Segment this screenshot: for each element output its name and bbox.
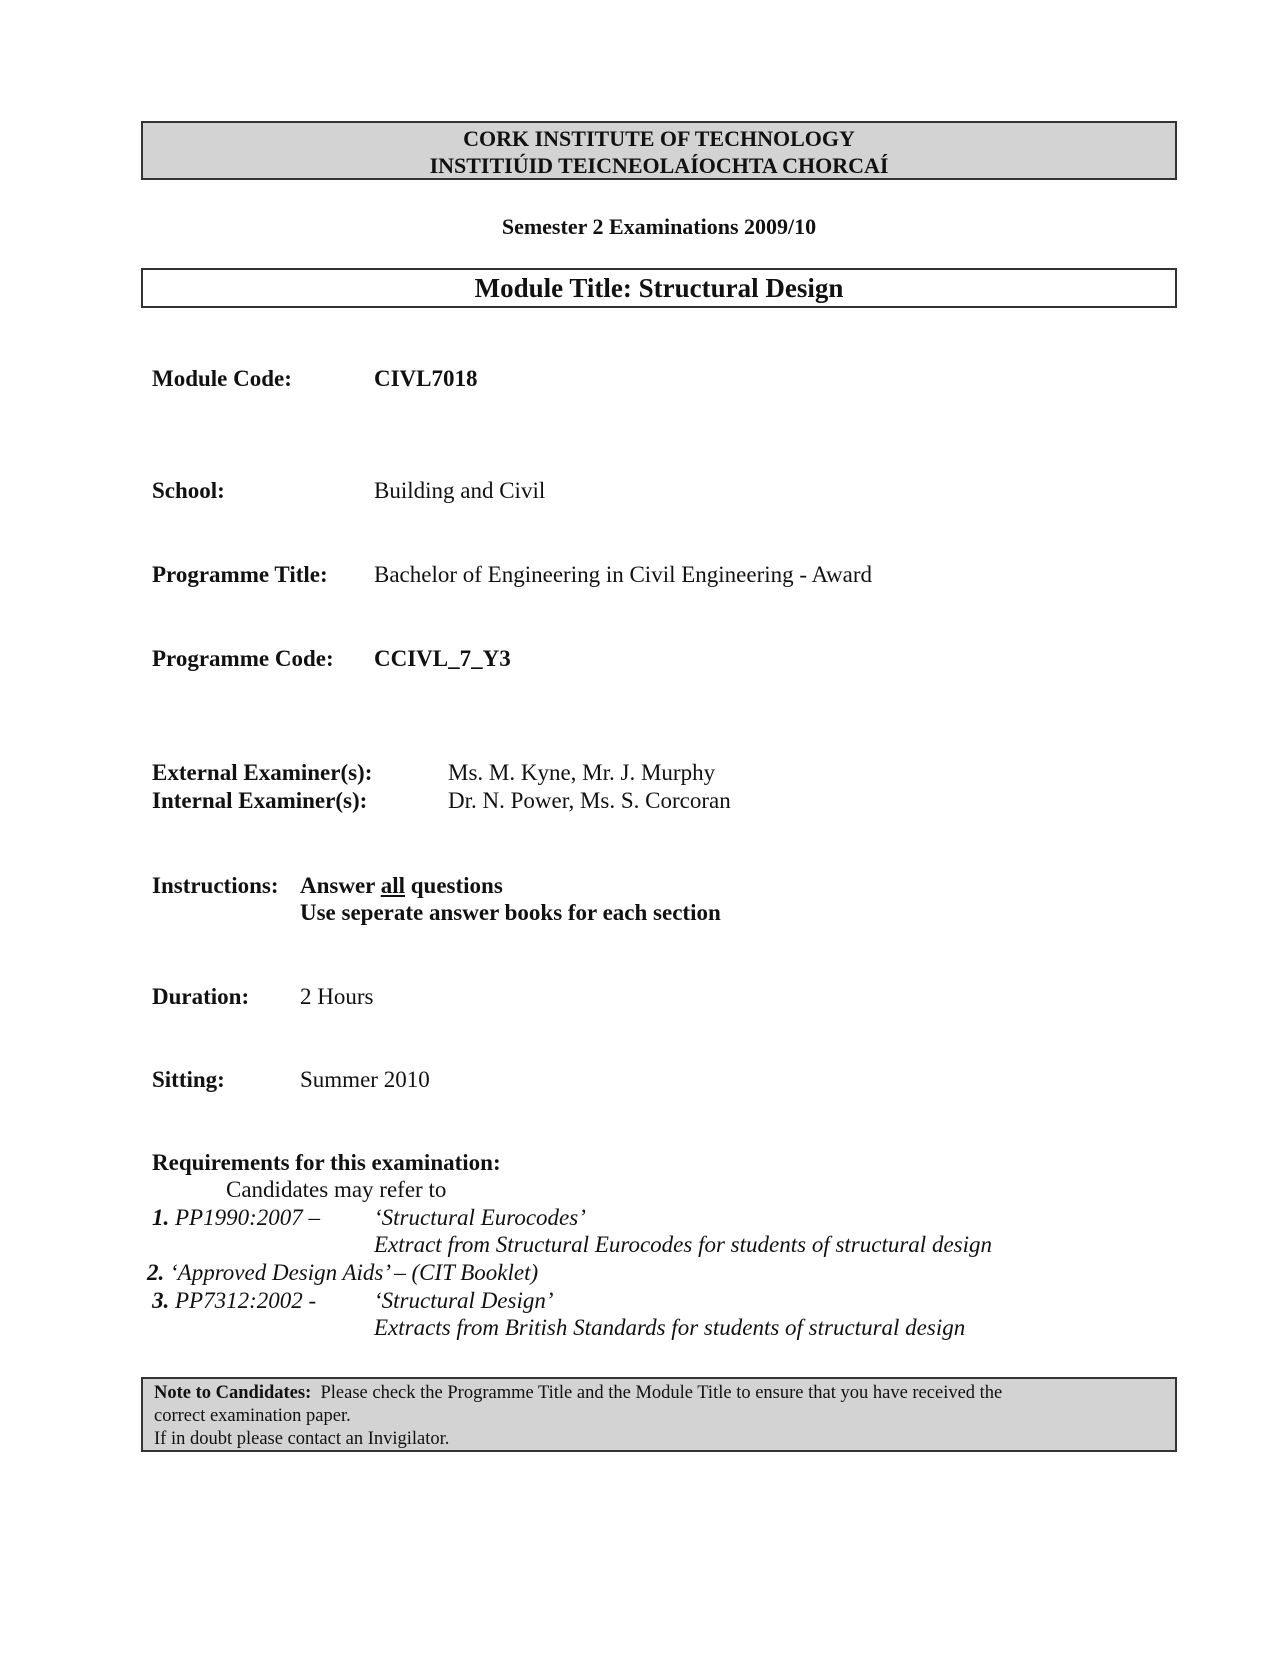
note-line-3: If in doubt please contact an Invigilator. (154, 1429, 450, 1449)
instruction-answer-prefix: Answer (300, 873, 381, 898)
sitting-value: Summer 2010 (300, 1067, 430, 1092)
module-code-label: Module Code: (152, 366, 292, 391)
semester-heading: Semester 2 Examinations 2009/10 (501, 214, 817, 239)
note-line-2: correct examination paper. (154, 1406, 351, 1426)
school-label: School: (152, 478, 225, 503)
instruction-answer-all (300, 873, 503, 899)
module-code-value: CIVL7018 (374, 366, 478, 391)
school-value: Building and Civil (374, 478, 546, 503)
programme-title-value: Bachelor of Engineering in Civil Engineering - Award (374, 562, 873, 587)
note-label: Note to Candidates: (154, 1383, 312, 1403)
requirement-code: PP7312:2002 - (175, 1288, 317, 1313)
note-line-1 (154, 1382, 1175, 1405)
duration-label: Duration: (152, 984, 250, 1009)
requirement-number: 3. (152, 1288, 170, 1313)
requirement-item-2 (147, 1260, 538, 1286)
requirement-text: ‘Approved Design Aids’ – (CIT Booklet) (170, 1260, 539, 1285)
requirement-item-1 (152, 1205, 320, 1231)
requirement-number: 1. (152, 1205, 170, 1230)
requirement-title: ‘Structural Eurocodes’ (374, 1205, 586, 1230)
requirement-code: PP1990:2007 – (175, 1205, 321, 1230)
internal-examiners-label: Internal Examiner(s): (152, 788, 368, 813)
institution-header (141, 121, 1177, 180)
requirement-title: ‘Structural Design’ (374, 1288, 554, 1313)
programme-code-label: Programme Code: (152, 646, 334, 671)
instructions-label: Instructions: (152, 873, 279, 898)
note-text-1: Please check the Programme Title and the Module Title to ensure that you have received the (320, 1383, 1003, 1403)
instruction-answer-suffix: questions (405, 873, 503, 898)
requirements-heading: Requirements for this examination: (152, 1150, 501, 1175)
instruction-answer-emphasis: all (380, 873, 405, 898)
requirements-intro: Candidates may refer to (226, 1177, 447, 1202)
requirement-number: 2. (147, 1260, 165, 1285)
institution-name-irish: INSTITIÚID TEICNEOLAÍOCHTA CHORCAÍ (429, 153, 889, 178)
instruction-separate-books: Use seperate answer books for each section (300, 900, 721, 925)
external-examiners-label: External Examiner(s): (152, 760, 373, 785)
external-examiners-value: Ms. M. Kyne, Mr. J. Murphy (448, 760, 716, 785)
institution-name-english: CORK INSTITUTE OF TECHNOLOGY (463, 126, 855, 151)
module-title-box (141, 268, 1177, 308)
sitting-label: Sitting: (152, 1067, 225, 1092)
internal-examiners-value: Dr. N. Power, Ms. S. Corcoran (448, 788, 731, 813)
duration-value: 2 Hours (300, 984, 374, 1009)
programme-title-label: Programme Title: (152, 562, 328, 587)
module-title: Module Title: Structural Design (474, 273, 844, 303)
requirement-item-3 (152, 1288, 316, 1314)
requirement-detail: Extracts from British Standards for students of structural design (374, 1315, 966, 1340)
programme-code-value: CCIVL_7_Y3 (374, 646, 511, 671)
note-to-candidates-box (141, 1377, 1177, 1452)
requirement-detail: Extract from Structural Eurocodes for students of structural design (374, 1232, 992, 1257)
